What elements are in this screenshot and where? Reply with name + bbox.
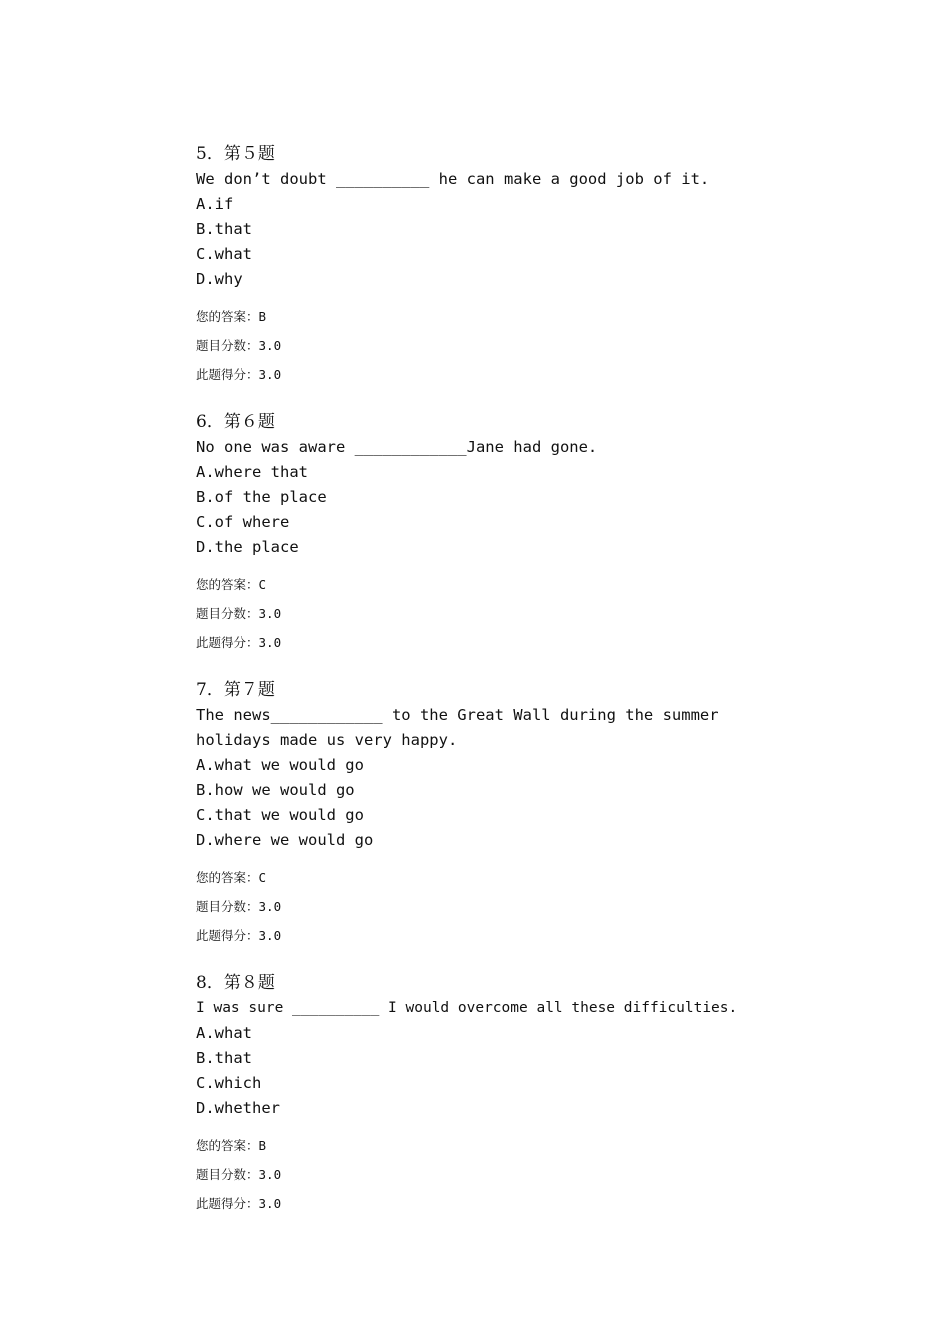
option-c: C.that we would go (196, 806, 364, 824)
your-answer-value: C (258, 870, 267, 885)
question-score-label: 题目分数： (196, 338, 259, 353)
earned-score (196, 628, 796, 657)
earned-score-label: 此题得分： (196, 928, 259, 943)
your-answer-label: 您的答案： (196, 870, 259, 885)
your-answer (196, 1131, 796, 1160)
question-stem: We don’t doubt __________ he can make a good job of it. (196, 170, 710, 188)
option-b: B.that (196, 220, 252, 238)
question-score-value: 3.0 (258, 606, 282, 621)
option-d: D.why (196, 270, 243, 288)
earned-score (196, 1189, 796, 1218)
option-a: A.if (196, 195, 234, 213)
question-6 (196, 410, 796, 657)
option-d: D.whether (196, 1099, 280, 1117)
earned-score-value: 3.0 (258, 635, 282, 650)
option-b: B.how we would go (196, 781, 355, 799)
question-5 (196, 142, 796, 389)
question-stem: No one was aware ____________Jane had gone. (196, 438, 598, 456)
question-score-label: 题目分数： (196, 899, 259, 914)
spacer (196, 657, 796, 678)
answer-summary (196, 1131, 796, 1218)
your-answer-value: C (258, 577, 267, 592)
your-answer (196, 863, 796, 892)
question-score-label: 题目分数： (196, 606, 259, 621)
answer-summary (196, 302, 796, 389)
question-score (196, 331, 796, 360)
earned-score (196, 921, 796, 950)
spacer (196, 950, 796, 971)
question-title: 5．第５题 (196, 144, 275, 164)
question-score-value: 3.0 (258, 338, 282, 353)
question-score (196, 599, 796, 628)
earned-score-value: 3.0 (258, 1196, 282, 1211)
question-stem: The news____________ to the Great Wall during the summer holidays made us very happy. (196, 706, 728, 749)
option-c: C.of where (196, 513, 290, 531)
quiz-page (196, 142, 796, 1218)
question-stem: I was sure __________ I would overcome all these difficulties. (196, 1000, 738, 1016)
option-b: B.that (196, 1049, 252, 1067)
question-title: 7．第７题 (196, 680, 275, 700)
your-answer-label: 您的答案： (196, 1138, 259, 1153)
your-answer-label: 您的答案： (196, 309, 259, 324)
option-d: D.the place (196, 538, 299, 556)
earned-score (196, 360, 796, 389)
your-answer (196, 302, 796, 331)
question-score (196, 1160, 796, 1189)
question-title: 8．第８题 (196, 973, 275, 993)
your-answer-label: 您的答案： (196, 577, 259, 592)
option-a: A.what (196, 1024, 252, 1042)
option-a: A.what we would go (196, 756, 364, 774)
earned-score-value: 3.0 (258, 928, 282, 943)
option-c: C.what (196, 245, 252, 263)
your-answer-value: B (258, 309, 267, 324)
your-answer (196, 570, 796, 599)
question-8 (196, 971, 796, 1218)
question-score-value: 3.0 (258, 899, 282, 914)
question-title: 6．第６题 (196, 412, 275, 432)
earned-score-label: 此题得分： (196, 635, 259, 650)
earned-score-label: 此题得分： (196, 367, 259, 382)
spacer (196, 389, 796, 410)
question-score-label: 题目分数： (196, 1167, 259, 1182)
answer-summary (196, 570, 796, 657)
earned-score-value: 3.0 (258, 367, 282, 382)
earned-score-label: 此题得分： (196, 1196, 259, 1211)
answer-summary (196, 863, 796, 950)
option-a: A.where that (196, 463, 308, 481)
your-answer-value: B (258, 1138, 267, 1153)
option-b: B.of the place (196, 488, 327, 506)
option-c: C.which (196, 1074, 262, 1092)
question-score (196, 892, 796, 921)
question-score-value: 3.0 (258, 1167, 282, 1182)
option-d: D.where we would go (196, 831, 374, 849)
question-7 (196, 678, 796, 950)
